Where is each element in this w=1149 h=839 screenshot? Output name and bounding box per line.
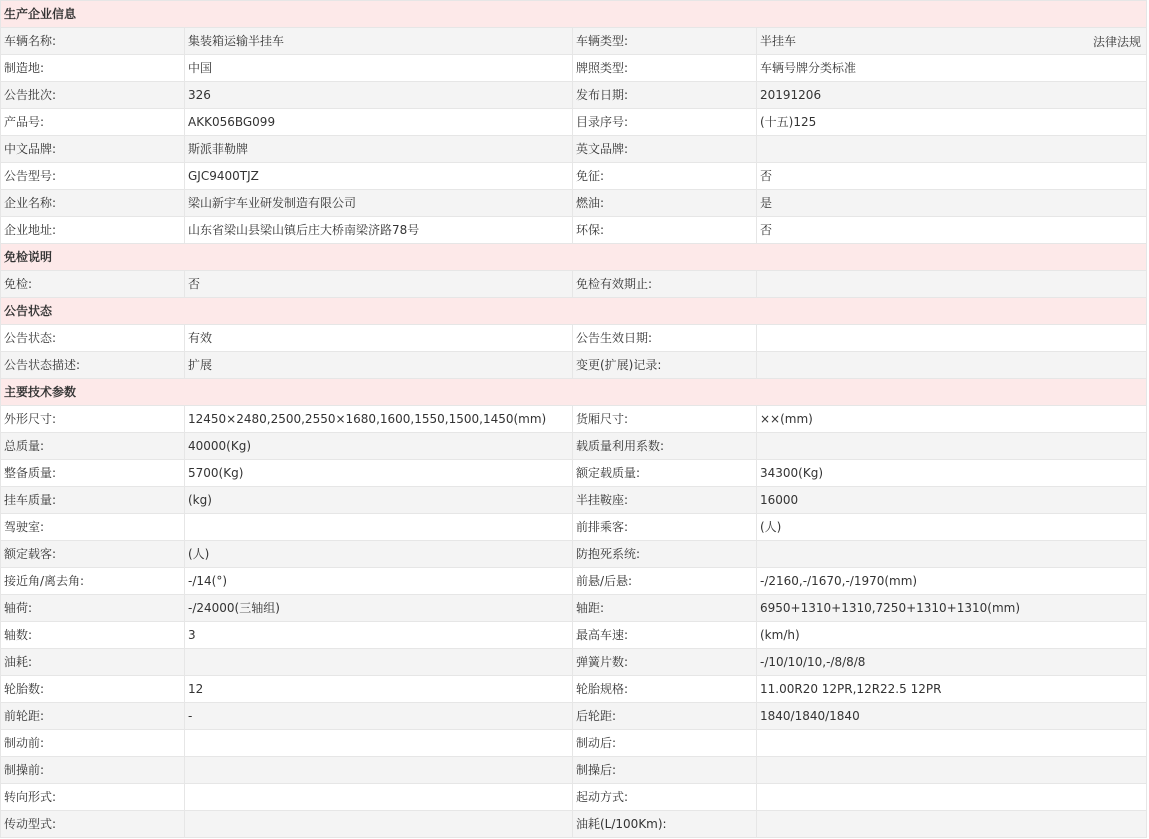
field-label: 轴距: [573,595,757,622]
field-label: 企业名称: [1,190,185,217]
field-label: 发布日期: [573,82,757,109]
field-value [757,271,1147,298]
field-label: 公告型号: [1,163,185,190]
field-label: 接近角/离去角: [1,568,185,595]
field-value [185,811,573,838]
table-row [1,325,1147,352]
field-value [757,541,1147,568]
field-value: 山东省梁山县梁山镇后庄大桥南梁济路78号 [185,217,573,244]
field-value: 11.00R20 12PR,12R22.5 12PR [757,676,1147,703]
table-row [1,55,1147,82]
field-label: 制操前: [1,757,185,784]
field-label: 环保: [573,217,757,244]
field-value: (人) [757,514,1147,541]
field-value: -/10/10/10,-/8/8/8 [757,649,1147,676]
field-value: 3 [185,622,573,649]
field-value: 326 [185,82,573,109]
table-row [1,730,1147,757]
field-value: 梁山新宇车业研发制造有限公司 [185,190,573,217]
table-row [1,406,1147,433]
field-label: 制造地: [1,55,185,82]
field-label: 前悬/后悬: [573,568,757,595]
field-value: 6950+1310+1310,7250+1310+1310(mm) [757,595,1147,622]
field-value: 16000 [757,487,1147,514]
field-value: 20191206 [757,82,1147,109]
field-value [757,352,1147,379]
field-label: 轴荷: [1,595,185,622]
field-value: 中国 [185,55,573,82]
field-value: 扩展 [185,352,573,379]
section-header [1,1,1147,28]
field-label: 起动方式: [573,784,757,811]
field-label: 前排乘客: [573,514,757,541]
field-label: 车辆类型: [573,28,757,55]
table-row [1,703,1147,730]
field-value: AKK056BG099 [185,109,573,136]
field-value [185,649,573,676]
section-title: 免检说明 [1,244,1147,271]
field-label: 载质量利用系数: [573,433,757,460]
spec-table-body [1,1,1147,838]
field-value: -/14(°) [185,568,573,595]
field-label: 油耗(L/100Km): [573,811,757,838]
field-label: 企业地址: [1,217,185,244]
section-title: 公告状态 [1,298,1147,325]
table-row [1,595,1147,622]
field-value [185,514,573,541]
table-row [1,541,1147,568]
table-row [1,811,1147,838]
field-label: 轴数: [1,622,185,649]
field-value: (km/h) [757,622,1147,649]
field-label: 免检: [1,271,185,298]
field-label: 制动前: [1,730,185,757]
field-value: 34300(Kg) [757,460,1147,487]
field-label: 轮胎数: [1,676,185,703]
section-header [1,244,1147,271]
field-label: 免检有效期止: [573,271,757,298]
field-label: 轮胎规格: [573,676,757,703]
field-value: 否 [757,163,1147,190]
section-title: 生产企业信息 [1,1,1147,28]
field-value: - [185,703,573,730]
table-row [1,190,1147,217]
table-row [1,217,1147,244]
table-row [1,433,1147,460]
table-row [1,514,1147,541]
field-value: 40000(Kg) [185,433,573,460]
table-row [1,163,1147,190]
field-label: 制操后: [573,757,757,784]
table-row [1,352,1147,379]
field-label: 公告批次: [1,82,185,109]
table-row [1,568,1147,595]
field-label: 最高车速: [573,622,757,649]
field-label: 挂车质量: [1,487,185,514]
field-value: -/24000(三轴组) [185,595,573,622]
section-header [1,298,1147,325]
field-label: 车辆名称: [1,28,185,55]
field-value: 集装箱运输半挂车 [185,28,573,55]
field-value: 1840/1840/1840 [757,703,1147,730]
field-label: 产品号: [1,109,185,136]
field-label: 半挂鞍座: [573,487,757,514]
field-value [757,784,1147,811]
field-label: 牌照类型: [573,55,757,82]
field-label: 传动型式: [1,811,185,838]
field-value: ××(mm) [757,406,1147,433]
field-label: 制动后: [573,730,757,757]
field-value: -/2160,-/1670,-/1970(mm) [757,568,1147,595]
field-label: 外形尺寸: [1,406,185,433]
table-row [1,784,1147,811]
field-value: 是 [757,190,1147,217]
field-label: 货厢尺寸: [573,406,757,433]
table-row [1,622,1147,649]
field-label: 公告状态描述: [1,352,185,379]
field-value: (十五)125 [757,109,1147,136]
field-value: 否 [757,217,1147,244]
field-label: 免征: [573,163,757,190]
field-value: 斯派菲勒牌 [185,136,573,163]
field-label: 目录序号: [573,109,757,136]
field-label: 防抱死系统: [573,541,757,568]
field-label: 燃油: [573,190,757,217]
field-label: 弹簧片数: [573,649,757,676]
field-value: (人) [185,541,573,568]
field-value: 车辆号牌分类标准 [757,55,1147,82]
field-label: 前轮距: [1,703,185,730]
legal-regulations-link[interactable]: 法律法规 [1092,35,1141,49]
field-label: 后轮距: [573,703,757,730]
field-label: 额定载客: [1,541,185,568]
table-row [1,649,1147,676]
field-label: 整备质量: [1,460,185,487]
section-title: 主要技术参数 [1,379,1147,406]
field-label: 总质量: [1,433,185,460]
field-label: 变更(扩展)记录: [573,352,757,379]
field-value: 12 [185,676,573,703]
field-value: 否 [185,271,573,298]
field-value [757,757,1147,784]
table-row [1,136,1147,163]
field-label: 转向形式: [1,784,185,811]
field-label: 英文品牌: [573,136,757,163]
field-label: 油耗: [1,649,185,676]
table-row [1,487,1147,514]
table-row [1,109,1147,136]
table-row [1,676,1147,703]
field-value: 5700(Kg) [185,460,573,487]
table-row [1,460,1147,487]
field-value [757,811,1147,838]
field-label: 公告生效日期: [573,325,757,352]
field-value: GJC9400TJZ [185,163,573,190]
field-value: 有效 [185,325,573,352]
field-value: 12450×2480,2500,2550×1680,1600,1550,1500,1450(mm) [185,406,573,433]
field-value: 半挂车 [757,28,1147,55]
field-label: 额定载质量: [573,460,757,487]
table-row [1,28,1147,55]
field-value [757,433,1147,460]
field-label: 驾驶室: [1,514,185,541]
field-label: 公告状态: [1,325,185,352]
table-row [1,757,1147,784]
field-label: 中文品牌: [1,136,185,163]
field-value [757,325,1147,352]
field-value: (kg) [185,487,573,514]
field-value [185,757,573,784]
section-header [1,379,1147,406]
field-value [185,730,573,757]
field-value [757,730,1147,757]
field-value [757,136,1147,163]
table-row [1,82,1147,109]
table-row [1,271,1147,298]
field-value [185,784,573,811]
